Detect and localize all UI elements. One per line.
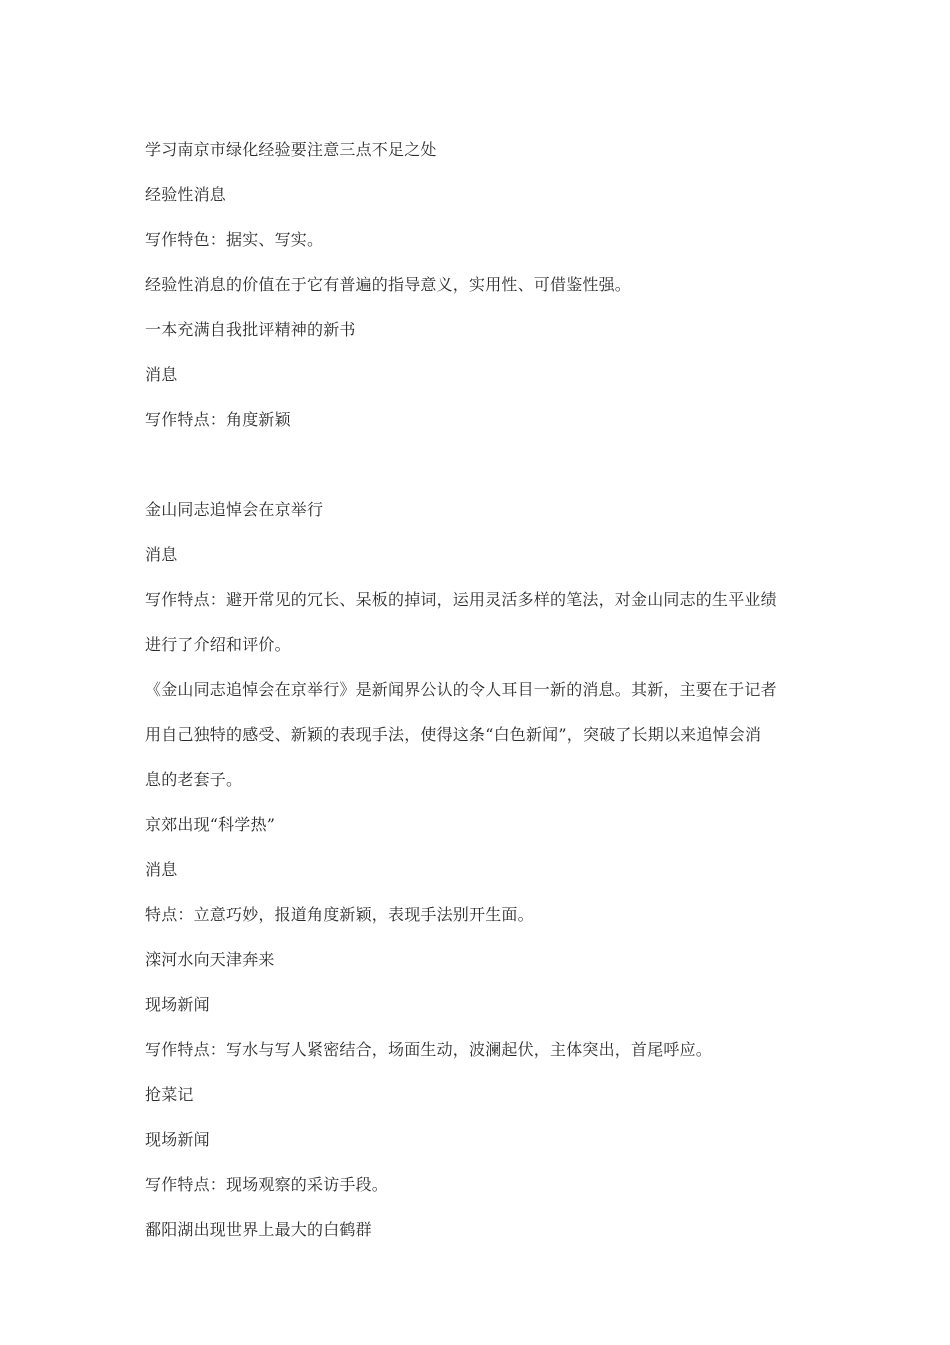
article-title-science-fever: 京郊出现“科学热” [145,815,276,834]
article-genre-label: 现场新闻 [145,995,210,1014]
paragraph-text: 用自己独特的感受、新颖的表现手法，使得这条“白色新闻”，突破了长期以来追悼会消 [145,725,762,744]
writing-feature-text: 特点：立意巧妙，报道角度新颖，表现手法别开生面。 [145,905,534,924]
writing-feature-text: 写作特点：现场观察的采访手段。 [145,1175,389,1194]
document-body [145,127,810,1252]
article-genre-label: 消息 [145,860,178,879]
article-title-poyang-cranes: 鄱阳湖出现世界上最大的白鹤群 [145,1220,372,1239]
article-genre-label: 消息 [145,365,178,384]
writing-feature-text: 写作特色：据实、写实。 [145,230,324,249]
paragraph-text: 经验性消息的价值在于它有普遍的指导意义，实用性、可借鉴性强。 [145,275,632,294]
article-title-jinshan-memorial: 金山同志追悼会在京举行 [145,500,324,519]
article-title-luan-river: 滦河水向天津奔来 [145,950,275,969]
writing-feature-text: 写作特点：写水与写人紧密结合，场面生动，波澜起伏，主体突出，首尾呼应。 [145,1040,713,1059]
article-title-self-criticism-book: 一本充满自我批评精神的新书 [145,320,356,339]
paragraph-text: 息的老套子。 [145,770,243,789]
writing-feature-text-continued: 进行了介绍和评价。 [145,635,291,654]
article-title-grabbing-vegetables: 抢菜记 [145,1085,194,1104]
article-genre-label: 现场新闻 [145,1130,210,1149]
article-title-nanjing-greening: 学习南京市绿化经验要注意三点不足之处 [145,140,437,159]
writing-feature-text: 写作特点：避开常见的冗长、呆板的掉词，运用灵活多样的笔法，对金山同志的生平业绩 [145,590,777,609]
article-genre-label: 经验性消息 [145,185,227,204]
blank-line [145,442,810,487]
paragraph-text: 《金山同志追悼会在京举行》是新闻界公认的令人耳目一新的消息。其新，主要在于记者 [145,680,777,699]
writing-feature-text: 写作特点：角度新颖 [145,410,291,429]
article-genre-label: 消息 [145,545,178,564]
